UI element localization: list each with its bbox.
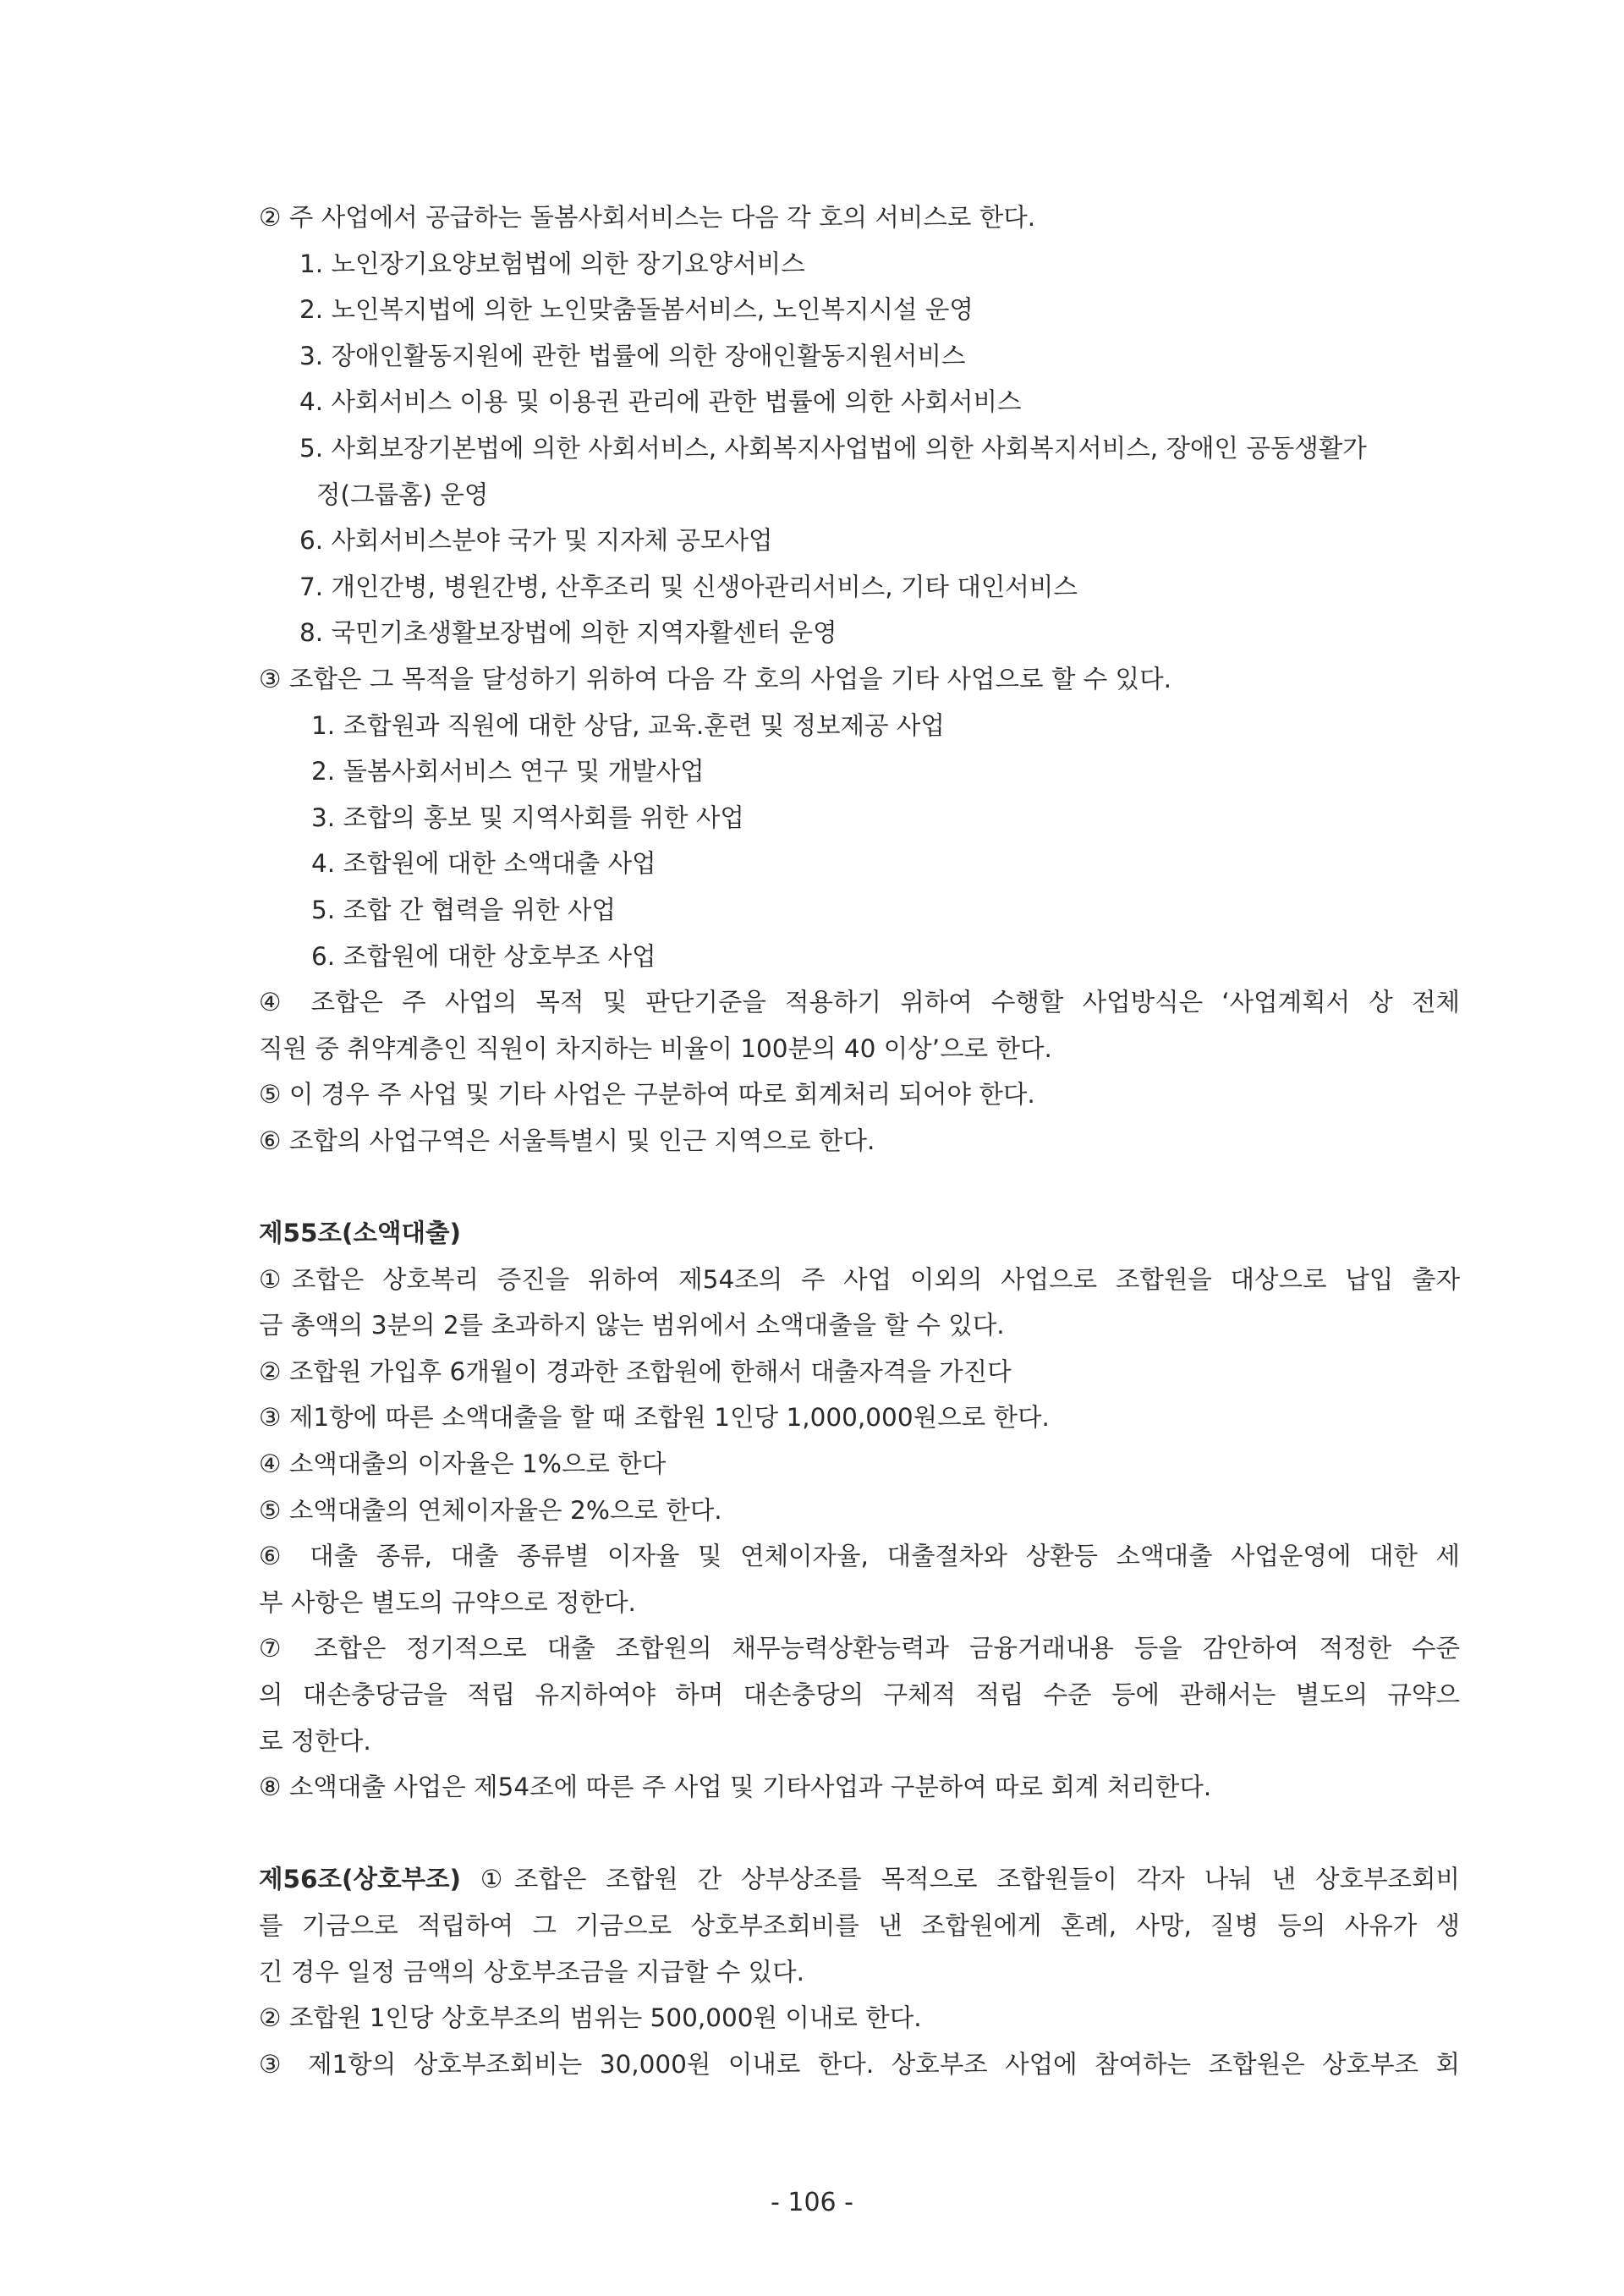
article-55-para-1-line-2: 금 총액의 3분의 2를 초과하지 않는 범위에서 소액대출을 할 수 있다. [259,1311,1005,1340]
article-54-para-2: ② 주 사업에서 공급하는 돌봄사회서비스는 다음 각 호의 서비스로 한다. [259,203,1036,232]
article-55-para-6-line-1: ⑥ 대출 종류, 대출 종류별 이자율 및 연체이자율, 대출절차와 상환등 소액대출 사업운영에 대한 세 [259,1542,1460,1571]
list-item: 2. 노인복지법에 의한 노인맞춤돌봄서비스, 노인복지시설 운영 [299,295,974,325]
list-item: 2. 돌봄사회서비스 연구 및 개발사업 [311,757,705,786]
list-item-continuation: 정(그룹홈) 운영 [316,479,489,509]
list-item: 3. 조합의 홍보 및 지역사회를 위한 사업 [311,803,744,832]
article-55-para-7-line-3: 로 정한다. [259,1726,371,1756]
paragraph-gap [259,1811,1460,1857]
list-item: 4. 사회서비스 이용 및 이용권 관리에 관한 법률에 의한 사회서비스 [299,387,1022,417]
article-54-para-5: ⑤ 이 경우 주 사업 및 기타 사업은 구분하여 따로 회계처리 되어야 한다. [259,1080,1035,1110]
article-56-para-1-line-3: 긴 경우 일정 금액의 상호부조금을 지급할 수 있다. [259,1957,804,1986]
document-page [259,195,1460,2087]
article-56-para-2: ② 조합원 1인당 상호부조의 범위는 500,000원 이내로 한다. [259,2003,922,2033]
article-55-para-2: ② 조합원 가입후 6개월이 경과한 조합원에 한해서 대출자격을 가진다 [259,1356,1012,1386]
list-item: 5. 조합 간 협력을 위한 사업 [311,895,617,924]
article-54-para-4-line-1: ④ 조합은 주 사업의 목적 및 판단기준을 적용하기 위하여 수행할 사업방식은 ‘사업계획서 상 전체 [259,988,1460,1017]
article-56-para-1-line-2: 를 기금으로 적립하여 그 기금으로 상호부조회비를 낸 조합원에게 혼례, 사망, 질병 등의 사유가 생 [259,1910,1460,1940]
list-item: 4. 조합원에 대한 소액대출 사업 [311,849,656,879]
article-55-para-1-line-1: ①조합은 상호복리 증진을 위하여 제54조의 주 사업 이외의 사업으로 조합원을 대상으로 납입 출자 [259,1264,1460,1294]
article-55-para-3: ③ 제1항에 따른 소액대출을 할 때 조합원 1인당 1,000,000원으로 한다. [259,1403,1050,1433]
article-55-para-7-line-2: 의 대손충당금을 적립 유지하여야 하며 대손충당의 구체적 적립 수준 등에 관해서는 별도의 규약으 [259,1680,1460,1709]
article-54-para-6: ⑥ 조합의 사업구역은 서울특별시 및 인근 지역으로 한다. [259,1126,875,1155]
page-number: - 106 - [771,2188,853,2217]
article-55-para-6-line-2: 부 사항은 별도의 규약으로 정한다. [259,1587,636,1617]
list-item: 5. 사회보장기본법에 의한 사회서비스, 사회복지사업법에 의한 사회복지서비스, 장애인 공동생활가 [299,433,1367,463]
list-item: 3. 장애인활동지원에 관한 법률에 의한 장애인활동지원서비스 [299,341,966,370]
article-56-para-3: ③ 제1항의 상호부조회비는 30,000원 이내로 한다. 상호부조 사업에 참여하는 조합원은 상호부조 회 [259,2049,1460,2079]
article-55-heading: 제55조(소액대출) [259,1219,461,1248]
article-54-para-4-line-2: 직원 중 취약계층인 직원이 차지하는 비율이 100분의 40 이상’으로 한다. [259,1033,1052,1063]
article-56-heading: 제56조(상호부조) [259,1865,461,1894]
list-item: 7. 개인간병, 병원간병, 산후조리 및 신생아관리서비스, 기타 대인서비스 [299,572,1078,601]
list-item: 1. 노인장기요양보험법에 의한 장기요양서비스 [299,249,805,278]
list-item: 6. 조합원에 대한 상호부조 사업 [311,941,656,971]
list-item: 6. 사회서비스분야 국가 및 지자체 공모사업 [299,526,773,556]
article-55-para-5: ⑤ 소액대출의 연체이자율은 2%으로 한다. [259,1495,722,1525]
list-item: 1. 조합원과 직원에 대한 상담, 교육.훈련 및 정보제공 사업 [311,710,945,740]
list-item: 8. 국민기초생활보장법에 의한 지역자활센터 운영 [299,618,837,648]
article-56-para-1-text: ①조합은 조합원 간 상부상조를 목적으로 조합원들이 각자 나눠 낸 상호부조회비 [461,1865,1460,1894]
paragraph-gap [259,1164,1460,1210]
article-55-para-7-line-1: ⑦ 조합은 정기적으로 대출 조합원의 채무능력상환능력과 금융거래내용 등을 감안하여 적정한 수준 [259,1634,1460,1663]
article-55-para-8: ⑧ 소액대출 사업은 제54조에 따른 주 사업 및 기타사업과 구분하여 따로 회계 처리한다. [259,1773,1212,1802]
article-55-para-4: ④ 소액대출의 이자율은 1%으로 한다 [259,1449,667,1479]
article-54-para-3: ③ 조합은 그 목적을 달성하기 위하여 다음 각 호의 사업을 기타 사업으로 할 수 있다. [259,664,1172,693]
article-56-para-1-line-1 [259,1856,1460,1903]
